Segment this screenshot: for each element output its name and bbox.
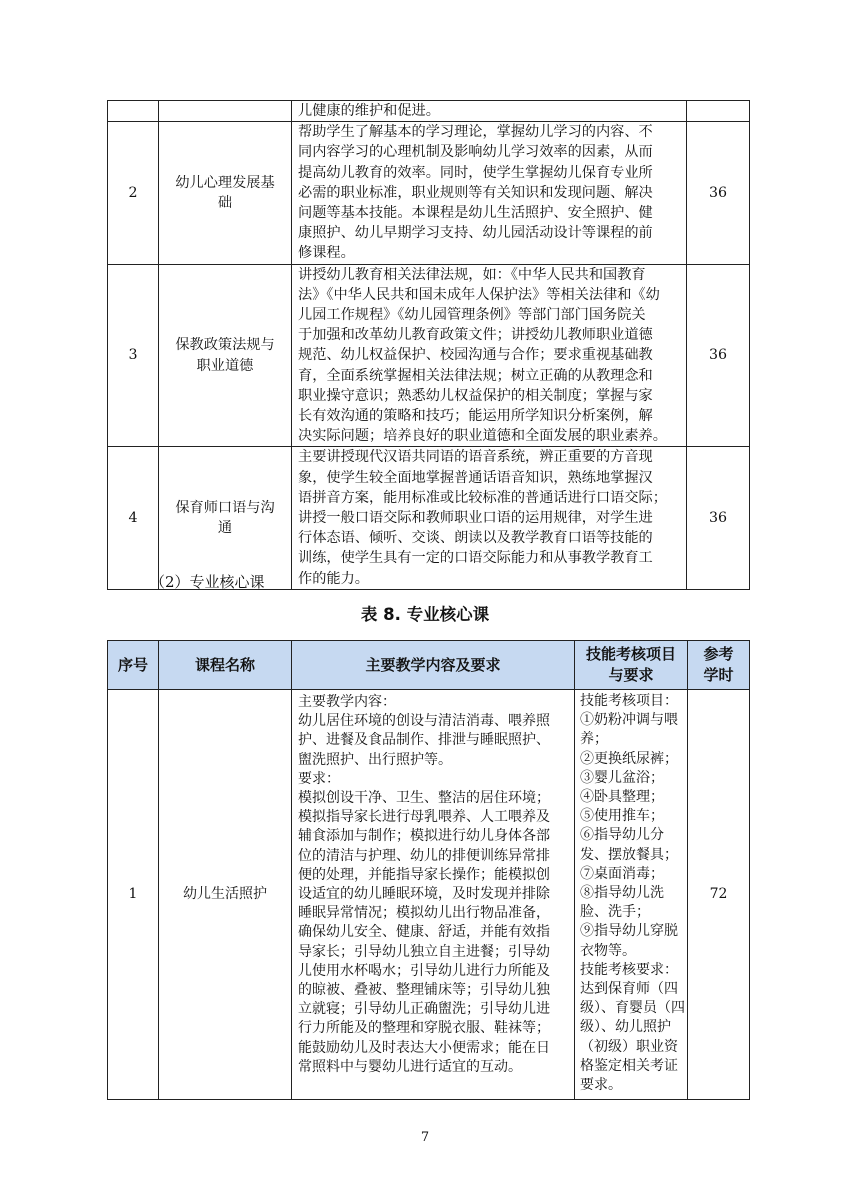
content-line: 作的能力。: [298, 570, 369, 587]
content-line: 象，使学生较全面地掌握普通话语音知识，熟练地掌握汉: [298, 469, 653, 486]
row-num: 3: [108, 264, 159, 447]
header-skills-line: 技能考核项目: [585, 645, 676, 663]
content-line: 儿健康的维护和促进。: [298, 103, 440, 119]
content-line: 康照护、幼儿早期学习支持、幼儿园活动设计等课程的前: [298, 225, 653, 242]
skill-line: 要求。: [580, 1077, 622, 1094]
course-name: 幼儿生活照护: [159, 690, 292, 1100]
skill-line: 格鉴定相关考证: [580, 1057, 678, 1074]
content-line: 模拟创设干净、卫生、整洁的居住环境；: [298, 790, 550, 807]
course-hours: [687, 101, 750, 122]
content-line: 确保幼儿安全、健康、舒适，并能有效指: [298, 924, 550, 941]
table-header-row: [108, 641, 750, 690]
content-line: 行体态语、倾听、交谈、朗读以及教学教育口语等技能的: [298, 530, 653, 547]
content-line: 主要讲授现代汉语共同语的语音系统，辨正重要的方音现: [298, 449, 653, 466]
course-content: [292, 264, 687, 447]
header-hours-line: 学时: [703, 666, 734, 684]
content-line: 设适宜的幼儿睡眠环境，及时发现并排除: [298, 886, 550, 903]
header-hours: [688, 641, 750, 690]
content-line: 导家长；引导幼儿独立自主进餐；引导幼: [298, 943, 550, 960]
content-line: 讲授幼儿教育相关法律法规，如：《中华人民共和国教育: [298, 266, 646, 283]
course-name: [159, 101, 292, 122]
course-content: [292, 447, 687, 589]
course-hours: 36: [687, 447, 750, 589]
content-line: 儿使用水杯喝水；引导幼儿进行力所能及: [298, 962, 550, 979]
content-line: 睡眠异常情况；模拟幼儿出行物品准备，: [298, 905, 550, 922]
skill-line: ⑨指导幼儿穿脱: [580, 923, 678, 940]
skill-line: ④卧具整理；: [580, 789, 664, 806]
content-line: 训练，使学生具有一定的口语交际能力和从事教学教育工: [298, 550, 653, 567]
course-name: [159, 447, 292, 589]
course-content: [292, 122, 687, 264]
course-hours: 36: [687, 122, 750, 264]
content-line: 护、进餐及食品制作、排泄与睡眠照护、: [298, 732, 550, 749]
skill-line: 级）、幼儿照护: [580, 1019, 671, 1036]
table-row: [108, 264, 750, 447]
header-skills-line: 与要求: [608, 666, 654, 684]
content-line: 要求：: [298, 770, 340, 787]
course-name: [159, 122, 292, 264]
core-course-table: [107, 640, 750, 1100]
content-line: 规范、幼儿权益保护、校园沟通与合作；要求重视基础教: [298, 347, 653, 364]
skill-line: 脸、洗手；: [580, 904, 650, 921]
content-line: 必需的职业标准，职业规则等有关知识和发现问题、解决: [298, 184, 653, 201]
row-num: [108, 101, 159, 122]
course-name: [159, 264, 292, 447]
header-num: 序号: [108, 641, 159, 690]
content-line: 语拼音方案，能用标准或比较标准的普通话进行口语交际；: [298, 489, 667, 506]
course-name-line: 职业道德: [196, 357, 254, 374]
skill-line: ⑤使用推车；: [580, 808, 664, 825]
skill-line: ⑥指导幼儿分: [580, 827, 664, 844]
content-line: 辅食添加与制作；模拟进行幼儿身体各部: [298, 828, 550, 845]
course-content: [292, 101, 687, 122]
header-name: 课程名称: [159, 641, 292, 690]
content-line: 修课程。: [298, 245, 355, 262]
content-line: 便的处理，并能指导家长操作；能模拟创: [298, 866, 550, 883]
table-row: [108, 447, 750, 589]
skill-line: （初级）职业资: [580, 1038, 678, 1055]
skill-line: ②更换纸尿裤；: [580, 750, 678, 767]
content-line: 问题等基本技能。本课程是幼儿生活照护、安全照护、健: [298, 205, 653, 222]
content-line: 的晾被、叠被、整理铺床等；引导幼儿独: [298, 982, 550, 999]
content-line: 帮助学生了解基本的学习理论，掌握幼儿学习的内容、不: [298, 124, 653, 141]
content-line: 同内容学习的心理机制及影响幼儿学习效率的因素，从而: [298, 144, 653, 161]
course-name-line: 保教政策法规与: [175, 337, 275, 354]
content-line: 讲授一般口语交际和教师职业口语的运用规律，对学生进: [298, 510, 653, 527]
course-content: [292, 690, 575, 1100]
content-line: 盥洗照护、出行照护等。: [298, 751, 452, 768]
course-hours: 72: [688, 690, 750, 1100]
skill-line: 衣物等。: [580, 942, 636, 959]
content-line: 主要教学内容：: [298, 694, 396, 710]
skill-line: ⑦桌面消毒；: [580, 865, 664, 882]
content-line: 法》《中华人民共和国未成年人保护法》等相关法律和《幼: [298, 286, 660, 303]
skill-line: ①奶粉冲调与喂: [580, 712, 678, 729]
skill-line: 技能考核项目：: [580, 693, 678, 709]
row-num: 4: [108, 447, 159, 589]
skill-line: 发、摆放餐具；: [580, 846, 678, 863]
table-caption: 表 8. 专业核心课: [360, 605, 490, 624]
skill-line: ⑧指导幼儿洗: [580, 885, 664, 902]
header-hours-line: 参考: [703, 645, 734, 663]
course-name-line: 保育师口语与沟: [175, 499, 275, 516]
header-skills: [575, 641, 688, 690]
content-line: 幼儿居住环境的创设与清洁消毒、喂养照: [298, 713, 550, 730]
content-line: 位的清洁与护理、幼儿的排便训练异常排: [298, 847, 550, 864]
content-line: 立就寝；引导幼儿正确盥洗；引导幼儿进: [298, 1001, 550, 1018]
page-number: 7: [420, 1130, 430, 1145]
row-num: 1: [108, 690, 159, 1100]
row-num: 2: [108, 122, 159, 264]
skill-line: 技能考核要求：: [580, 961, 678, 978]
content-line: 能鼓励幼儿及时表达大小便需求；能在日: [298, 1039, 550, 1056]
content-line: 职业操守意识；熟悉幼儿权益保护的相关制度；掌握与家: [298, 387, 653, 404]
course-name-line: 础: [217, 194, 233, 211]
skill-line: 养；: [580, 731, 608, 748]
section-heading: （2）专业核心课: [150, 573, 265, 591]
skill-line: 级）、育婴员（四: [580, 1000, 685, 1017]
skill-requirements: [575, 690, 688, 1100]
content-line: 常照料中与婴幼儿进行适宜的互动。: [298, 1058, 522, 1075]
table-row: [108, 122, 750, 264]
content-line: 育，全面系统掌握相关法律法规；树立正确的从教理念和: [298, 367, 653, 384]
content-line: 行力所能及的整理和穿脱衣服、鞋袜等；: [298, 1020, 550, 1037]
content-line: 提高幼儿教育的效率。同时，使学生掌握幼儿保育专业所: [298, 164, 653, 181]
course-name-line: 幼儿心理发展基: [175, 174, 275, 191]
prev-course-table: [107, 100, 750, 590]
course-name-line: 通: [217, 520, 233, 537]
content-line: 儿园工作规程》《幼儿园管理条例》等部门部门国务院关: [298, 307, 646, 324]
skill-line: ③婴儿盆浴；: [580, 769, 664, 786]
content-line: 决实际问题；培养良好的职业道德和全面发展的职业素养。: [298, 428, 667, 445]
content-line: 长有效沟通的策略和技巧；能运用所学知识分析案例，解: [298, 408, 653, 425]
course-hours: 36: [687, 264, 750, 447]
header-content: 主要教学内容及要求: [292, 641, 575, 690]
content-line: 于加强和改革幼儿教育政策文件；讲授幼儿教师职业道德: [298, 327, 653, 344]
table-row: [108, 690, 750, 1100]
table-row: [108, 101, 750, 122]
skill-line: 达到保育师（四: [580, 981, 678, 998]
content-line: 模拟指导家长进行母乳喂养、人工喂养及: [298, 809, 550, 826]
